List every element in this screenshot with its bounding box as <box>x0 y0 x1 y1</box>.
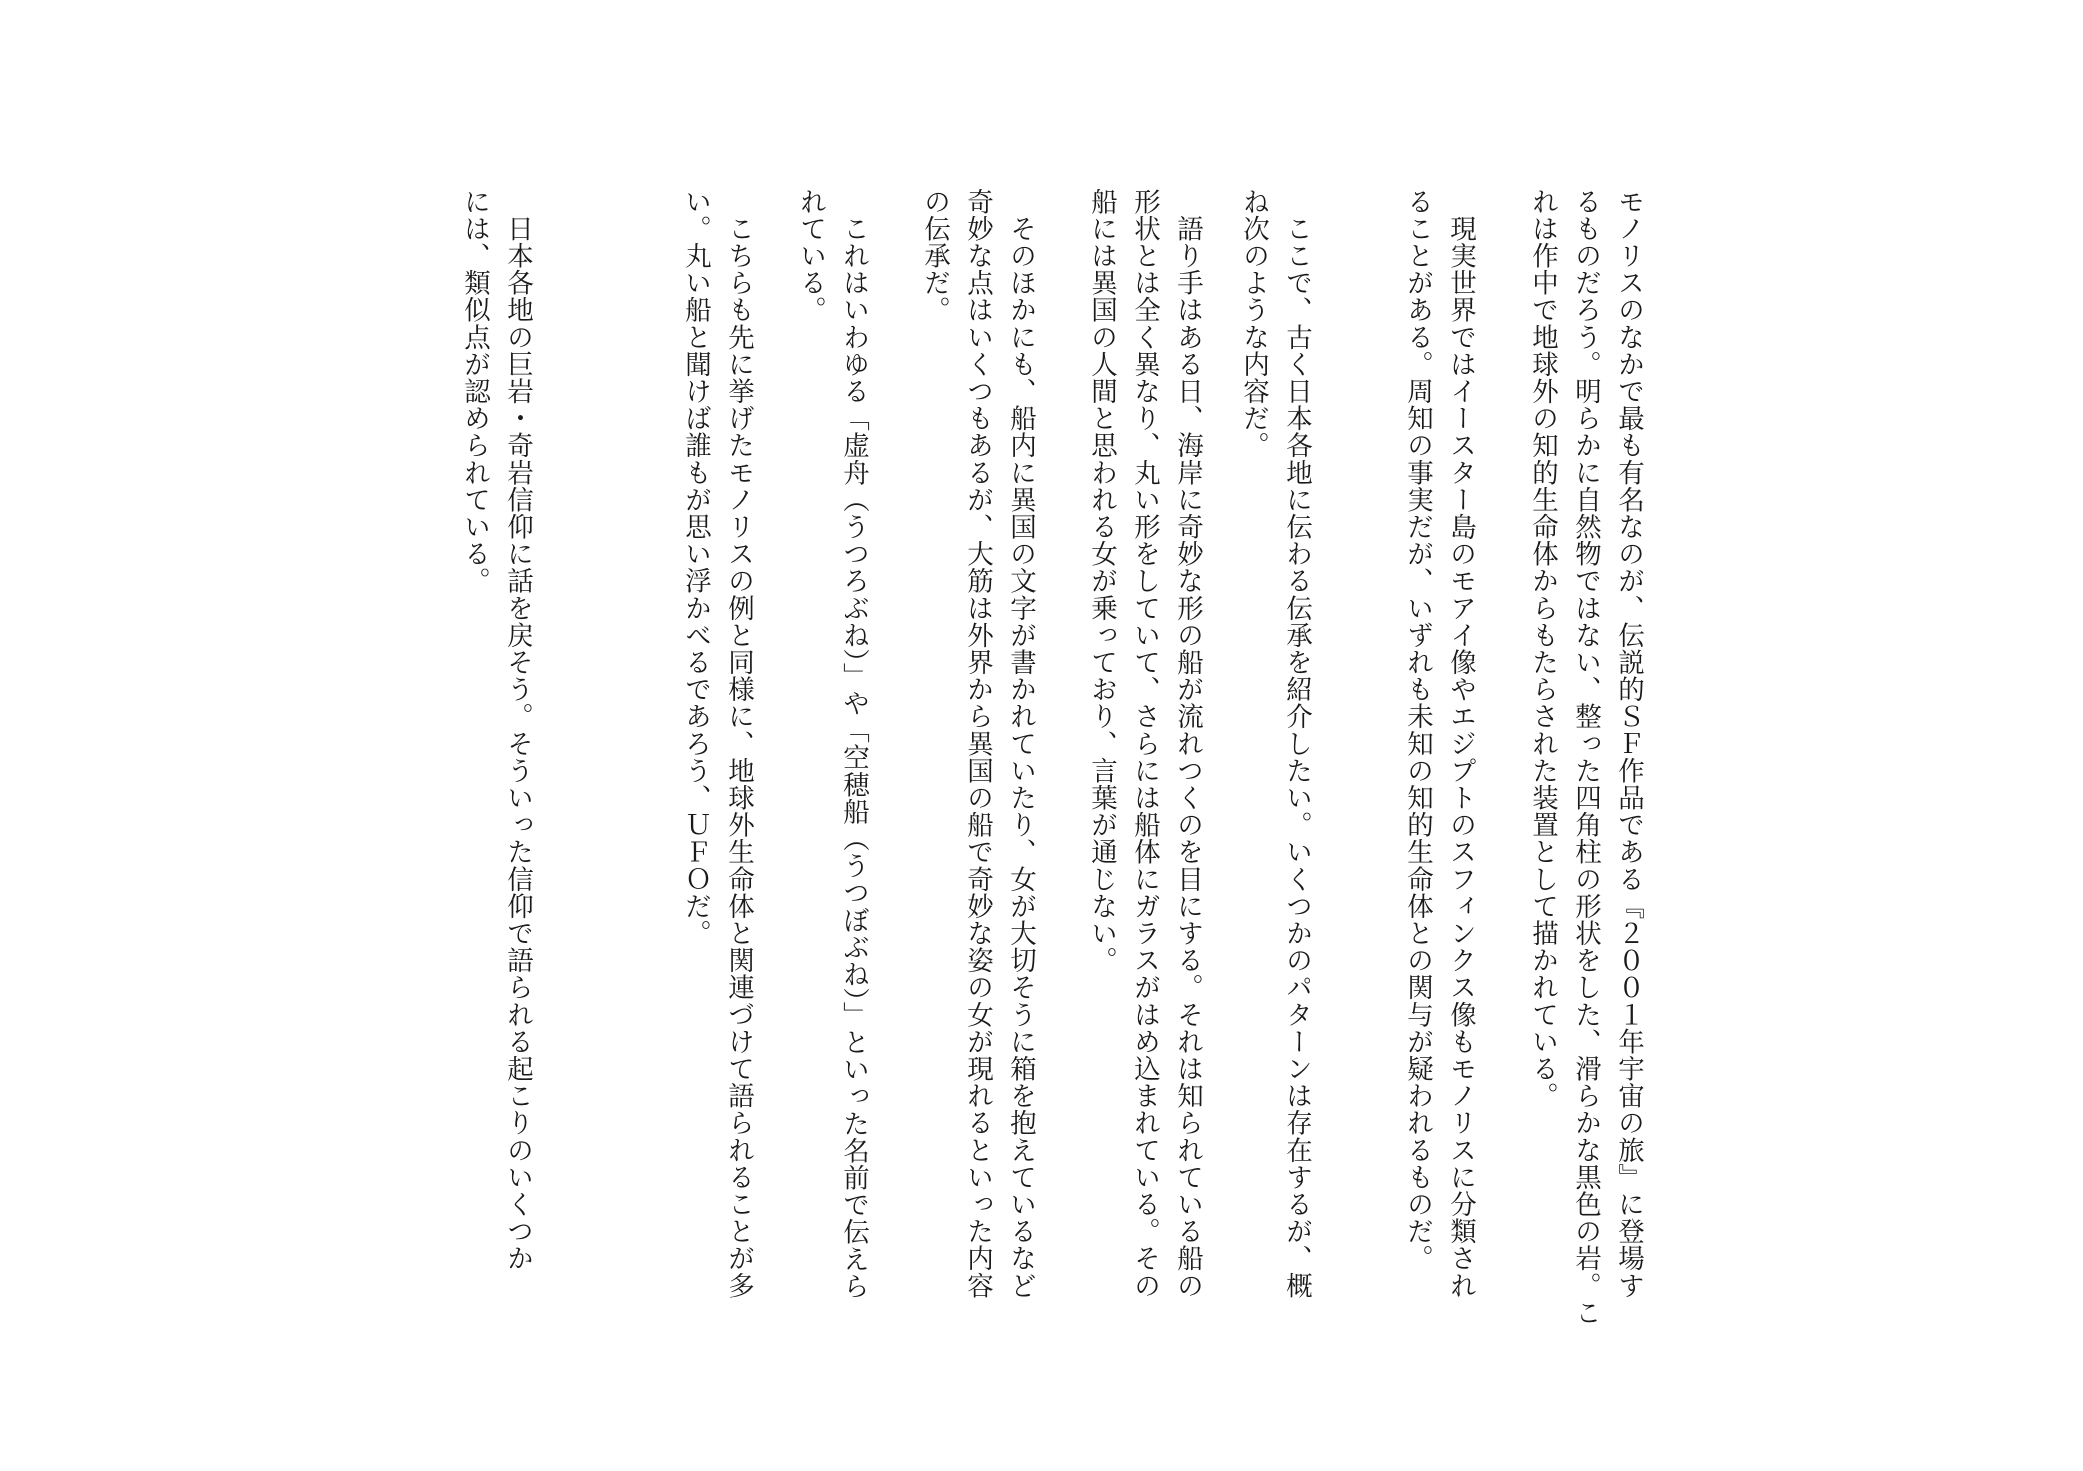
text-column: 船には異国の人間と思われる女が乗っており、言葉が通じない。 <box>1086 188 1117 974</box>
text-column: るものだろう。明らかに自然物ではない、整った四角柱の形状をした、滑らかな黒色の岩。こ <box>1570 188 1601 1327</box>
text-column: い。丸い船と聞けば誰もが思い浮かべるであろう、ＵＦＯだ。 <box>680 188 711 947</box>
text-column: れは作中で地球外の知的生命体からもたらされた装置として描かれている。 <box>1527 188 1558 1110</box>
text-column: 現実世界ではイースター島のモアイ像やエジプトのスフィンクス像もモノリスに分類され <box>1445 188 1476 1300</box>
text-column: れている。 <box>795 188 826 324</box>
text-column: の伝承だ。 <box>919 188 950 324</box>
text-column: ることがある。周知の事実だが、いずれも未知の知的生命体との関与が疑われるものだ。 <box>1402 188 1433 1272</box>
text-column: には、類似点が認められている。 <box>459 188 490 595</box>
text-column: 形状とは全く異なり、丸い形をしていて、さらには船体にガラスがはめ込まれている。その <box>1129 188 1160 1300</box>
text-column: 日本各地の巨岩・奇岩信仰に話を戻そう。そういった信仰で語られる起こりのいくつか <box>502 188 533 1272</box>
text-column: これはいわゆる「虚舟（うつろぶね）」や「空穂船（うつぼぶね）」といった名前で伝えら <box>838 188 869 1300</box>
text-column: モノリスのなかで最も有名なのが、伝説的ＳＦ作品である『２００１年宇宙の旅』に登場す <box>1613 188 1644 1300</box>
text-column: 語り手はある日、海岸に奇妙な形の船が流れつくのを目にする。それは知られている船の <box>1172 188 1203 1300</box>
text-column: そのほかにも、船内に異国の文字が書かれていたり、女が大切そうに箱を抱えているなど <box>1005 188 1036 1300</box>
text-column: 奇妙な点はいくつもあるが、大筋は外界から異国の船で奇妙な姿の女が現れるといった内容 <box>962 188 993 1300</box>
text-column: こちらも先に挙げたモノリスの例と同様に、地球外生命体と関連づけて語られることが多 <box>723 188 754 1300</box>
text-column: ね次のような内容だ。 <box>1238 188 1269 459</box>
text-column: ここで、古く日本各地に伝わる伝承を紹介したい。いくつかのパターンは存在するが、概 <box>1281 188 1312 1300</box>
